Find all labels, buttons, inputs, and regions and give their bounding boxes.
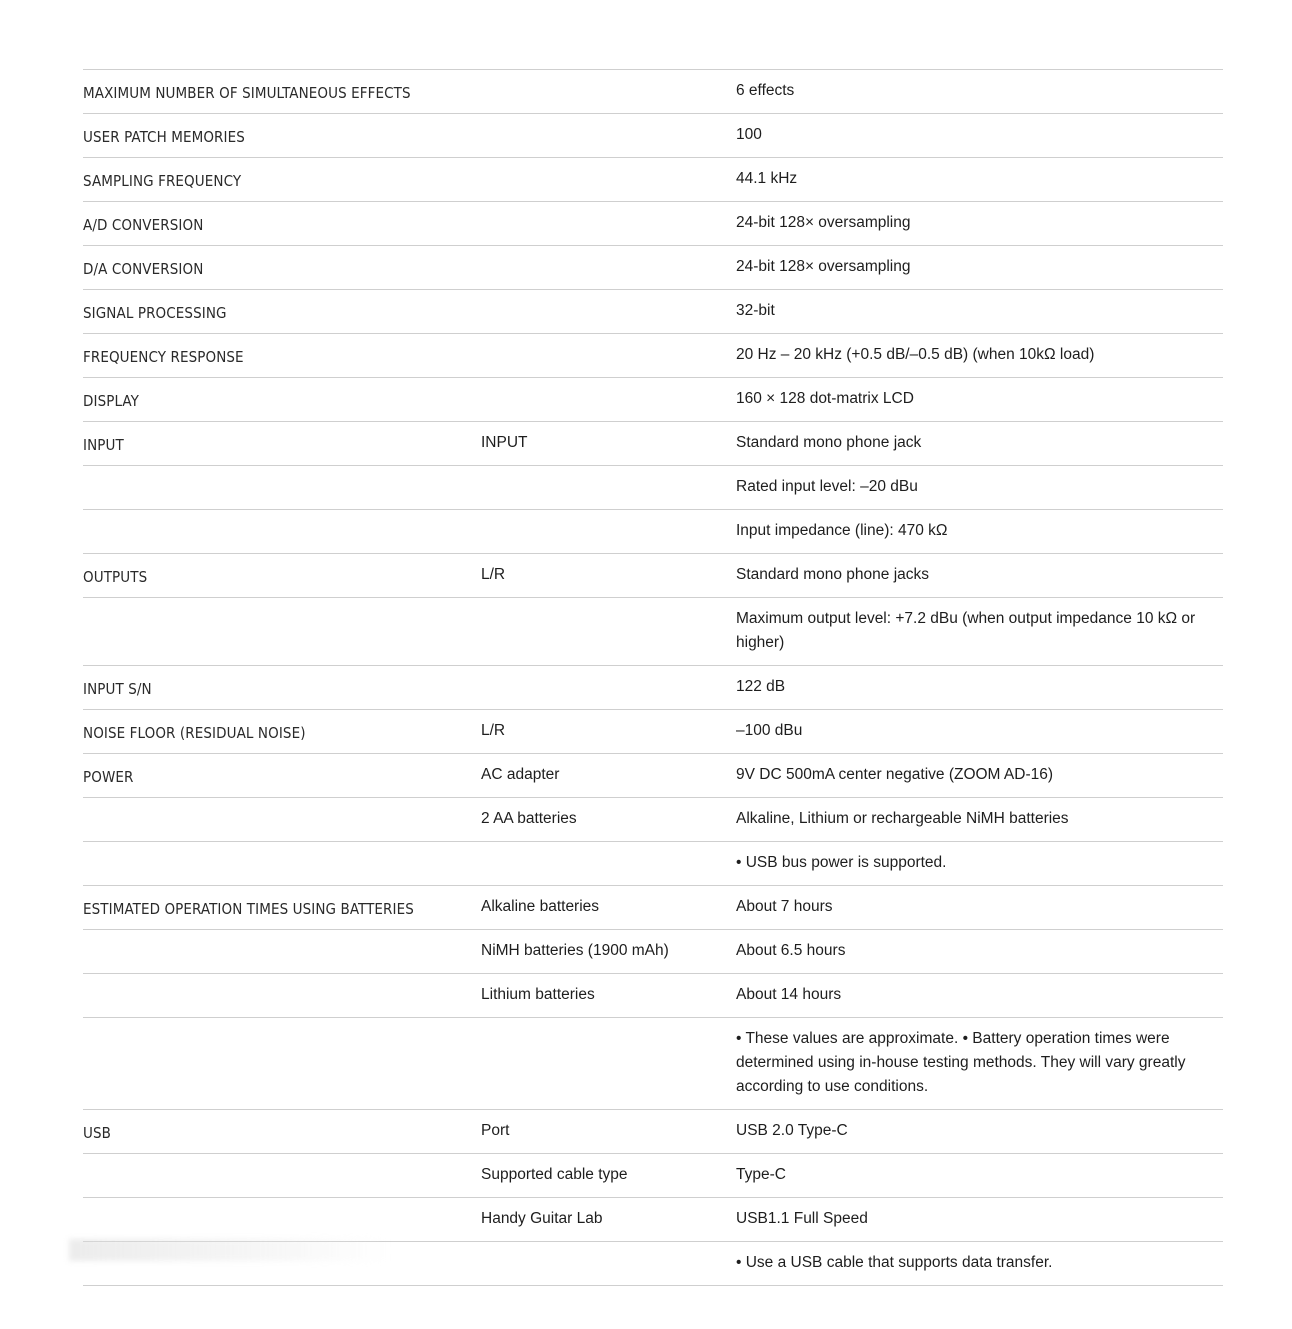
spec-sublabel: L/R xyxy=(481,566,506,583)
spec-sublabel: L/R xyxy=(481,722,506,739)
spec-row xyxy=(83,1018,1223,1110)
spec-value: USB1.1 Full Speed xyxy=(736,1210,868,1227)
spec-value: –100 dBu xyxy=(736,722,803,739)
spec-sublabel: Handy Guitar Lab xyxy=(481,1210,603,1227)
spec-row xyxy=(83,666,1223,710)
spec-value: 32-bit xyxy=(736,302,775,319)
spec-row xyxy=(83,202,1223,246)
spec-row xyxy=(83,598,1223,666)
spec-label xyxy=(83,930,481,974)
spec-value: 6 effects xyxy=(736,82,795,99)
spec-value: 160 × 128 dot-matrix LCD xyxy=(736,390,914,407)
spec-label: DISPLAY xyxy=(83,392,139,410)
spec-row xyxy=(83,290,1223,334)
spec-row xyxy=(83,930,1223,974)
spec-label: FREQUENCY RESPONSE xyxy=(83,348,244,366)
spec-value: Maximum output level: +7.2 dBu (when output impedance 10 kΩ or higher) xyxy=(736,610,1196,651)
spec-label: MAXIMUM NUMBER OF SIMULTANEOUS EFFECTS xyxy=(83,84,411,102)
spec-value: 24-bit 128× oversampling xyxy=(736,214,911,231)
spec-sublabel xyxy=(481,158,736,202)
spec-value: Input impedance (line): 470 kΩ xyxy=(736,522,948,539)
spec-sublabel: Lithium batteries xyxy=(481,986,595,1003)
spec-sublabel: 2 AA batteries xyxy=(481,810,577,827)
spec-value: • Use a USB cable that supports data transfer. xyxy=(736,1254,1053,1271)
spec-label: D/A CONVERSION xyxy=(83,260,204,278)
spec-label: USER PATCH MEMORIES xyxy=(83,128,245,146)
spec-label xyxy=(83,1018,481,1110)
spec-sublabel xyxy=(481,1018,736,1110)
spec-row xyxy=(83,510,1223,554)
spec-row xyxy=(83,754,1223,798)
spec-row xyxy=(83,334,1223,378)
spec-label: SAMPLING FREQUENCY xyxy=(83,172,242,190)
spec-value: 24-bit 128× oversampling xyxy=(736,258,911,275)
spec-value: About 14 hours xyxy=(736,986,842,1003)
spec-sublabel xyxy=(481,1242,736,1286)
spec-label: USB xyxy=(83,1124,112,1142)
spec-sublabel xyxy=(481,378,736,422)
spec-row xyxy=(83,422,1223,466)
spec-sublabel: INPUT xyxy=(481,434,528,451)
spec-value: • USB bus power is supported. xyxy=(736,854,947,871)
spec-label xyxy=(83,842,481,886)
specifications-body xyxy=(83,70,1223,1286)
spec-sublabel: AC adapter xyxy=(481,766,560,783)
spec-row xyxy=(83,1110,1223,1154)
spec-label xyxy=(83,510,481,554)
spec-sublabel: Port xyxy=(481,1122,510,1139)
spec-row xyxy=(83,70,1223,114)
spec-label xyxy=(83,798,481,842)
specifications-table xyxy=(83,69,1223,1286)
spec-row xyxy=(83,1198,1223,1242)
spec-label xyxy=(83,466,481,510)
spec-row xyxy=(83,798,1223,842)
spec-sublabel xyxy=(481,70,736,114)
spec-value: Standard mono phone jack xyxy=(736,434,922,451)
spec-sublabel xyxy=(481,466,736,510)
spec-value: About 6.5 hours xyxy=(736,942,846,959)
spec-value: 100 xyxy=(736,126,762,143)
spec-value: 44.1 kHz xyxy=(736,170,798,187)
spec-label: ESTIMATED OPERATION TIMES USING BATTERIES xyxy=(83,900,414,918)
spec-value: 20 Hz – 20 kHz (+0.5 dB/–0.5 dB) (when 10kΩ load) xyxy=(736,346,1095,363)
spec-sublabel xyxy=(481,666,736,710)
spec-label: POWER xyxy=(83,768,134,786)
spec-label: NOISE FLOOR (RESIDUAL NOISE) xyxy=(83,724,306,742)
spec-sublabel xyxy=(481,334,736,378)
spec-row xyxy=(83,466,1223,510)
spec-label: A/D CONVERSION xyxy=(83,216,204,234)
bottom-fade-shadow xyxy=(69,1239,389,1261)
spec-value: Alkaline, Lithium or rechargeable NiMH batteries xyxy=(736,810,1069,827)
spec-sublabel xyxy=(481,510,736,554)
spec-value: USB 2.0 Type-C xyxy=(736,1122,848,1139)
spec-sublabel: Alkaline batteries xyxy=(481,898,600,915)
spec-sublabel xyxy=(481,598,736,666)
spec-sublabel xyxy=(481,246,736,290)
spec-sublabel xyxy=(481,290,736,334)
spec-row xyxy=(83,114,1223,158)
spec-value: Standard mono phone jacks xyxy=(736,566,930,583)
spec-sublabel: Supported cable type xyxy=(481,1166,628,1183)
spec-value: • These values are approximate. • Battery operation times were determined using in-house testing methods. They will vary greatly according to use conditions. xyxy=(736,1030,1186,1095)
spec-row xyxy=(83,554,1223,598)
spec-label xyxy=(83,598,481,666)
spec-row xyxy=(83,886,1223,930)
spec-row xyxy=(83,378,1223,422)
spec-sublabel xyxy=(481,842,736,886)
spec-row xyxy=(83,158,1223,202)
spec-value: Type-C xyxy=(736,1166,786,1183)
spec-row xyxy=(83,1154,1223,1198)
spec-label: SIGNAL PROCESSING xyxy=(83,304,227,322)
spec-label xyxy=(83,1154,481,1198)
spec-value: 9V DC 500mA center negative (ZOOM AD-16) xyxy=(736,766,1054,783)
spec-label xyxy=(83,1198,481,1242)
spec-sublabel xyxy=(481,202,736,246)
spec-sublabel xyxy=(481,114,736,158)
spec-row xyxy=(83,974,1223,1018)
spec-label: INPUT xyxy=(83,436,124,454)
spec-label xyxy=(83,974,481,1018)
spec-value: 122 dB xyxy=(736,678,786,695)
spec-row xyxy=(83,246,1223,290)
spec-value: About 7 hours xyxy=(736,898,833,915)
spec-row xyxy=(83,710,1223,754)
spec-sublabel: NiMH batteries (1900 mAh) xyxy=(481,942,669,959)
spec-value: Rated input level: –20 dBu xyxy=(736,478,918,495)
spec-label: INPUT S/N xyxy=(83,680,152,698)
spec-row xyxy=(83,842,1223,886)
spec-label: OUTPUTS xyxy=(83,568,148,586)
